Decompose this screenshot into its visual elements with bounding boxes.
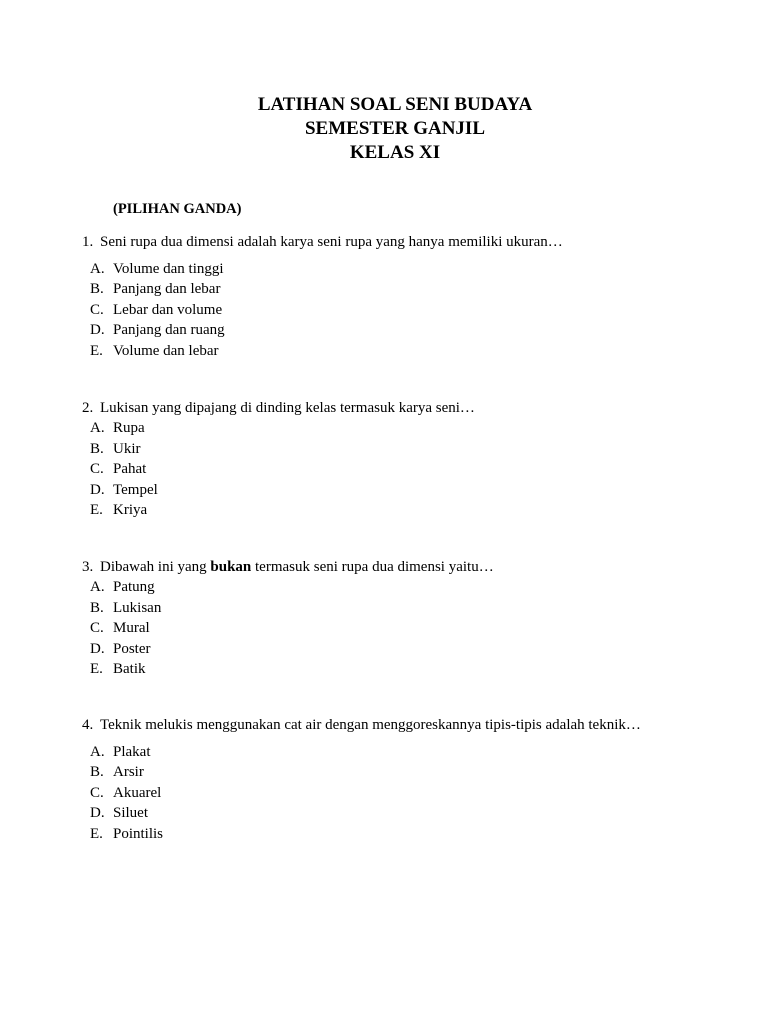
option-text: Batik — [113, 661, 146, 677]
options-list-4 — [90, 742, 163, 845]
option-d — [90, 320, 225, 341]
option-text: Plakat — [113, 743, 151, 760]
option-d — [90, 480, 158, 501]
question-3 — [82, 557, 494, 577]
option-text: Panjang dan lebar — [113, 281, 221, 297]
question-1 — [82, 232, 563, 252]
option-letter: B. — [90, 764, 104, 780]
option-c — [90, 300, 225, 321]
option-d — [90, 803, 163, 824]
option-letter: B. — [90, 599, 104, 616]
option-d — [90, 639, 161, 660]
option-letter: A. — [90, 579, 105, 595]
option-text: Pointilis — [113, 825, 164, 842]
document-title — [100, 93, 690, 165]
option-a — [90, 577, 161, 598]
option-a — [90, 259, 225, 280]
option-c — [90, 783, 163, 804]
option-e — [90, 341, 225, 362]
option-a — [90, 742, 163, 763]
section-heading: (PILIHAN GANDA) — [113, 201, 242, 217]
option-letter: D. — [90, 322, 105, 338]
option-text: Ukir — [113, 440, 141, 457]
option-text: Mural — [113, 620, 150, 636]
option-letter: C. — [90, 784, 104, 801]
option-text: Siluet — [113, 805, 149, 821]
option-letter: A. — [90, 420, 105, 436]
option-letter: A. — [90, 743, 105, 760]
question-number: 2. — [82, 400, 94, 416]
question-2 — [82, 398, 475, 418]
option-letter: D. — [90, 805, 105, 821]
option-letter: C. — [90, 301, 104, 318]
option-letter: E. — [90, 342, 103, 359]
option-b — [90, 439, 158, 460]
question-text: Seni rupa dua dimensi adalah karya seni rupa yang hanya memiliki ukuran… — [100, 234, 563, 250]
option-letter: E. — [90, 502, 103, 518]
question-text-before: Dibawah ini yang — [100, 559, 211, 575]
option-b — [90, 598, 161, 619]
title-line-3: KELAS XI — [349, 142, 441, 163]
option-text: Panjang dan ruang — [113, 322, 225, 338]
option-b — [90, 762, 163, 783]
question-text — [100, 559, 494, 575]
option-text: Pahat — [113, 461, 147, 477]
options-list-3 — [90, 577, 161, 680]
option-text: Rupa — [113, 420, 145, 436]
question-number: 4. — [82, 717, 94, 733]
option-text: Lukisan — [113, 599, 162, 616]
option-text: Arsir — [113, 764, 144, 780]
title-line-1: LATIHAN SOAL SENI BUDAYA — [257, 94, 533, 115]
option-text: Patung — [113, 579, 155, 595]
option-letter: E. — [90, 661, 103, 677]
option-text: Poster — [113, 640, 151, 657]
question-number: 1. — [82, 234, 94, 250]
options-list-1 — [90, 259, 225, 362]
option-text: Tempel — [113, 481, 158, 498]
option-e — [90, 659, 161, 680]
option-a — [90, 418, 158, 439]
option-e — [90, 824, 163, 845]
option-letter: D. — [90, 640, 105, 657]
option-e — [90, 500, 158, 521]
option-letter: B. — [90, 281, 104, 297]
option-text: Akuarel — [113, 784, 162, 801]
question-text-emphasis: bukan — [210, 559, 252, 575]
question-number: 3. — [82, 559, 94, 575]
option-b — [90, 279, 225, 300]
option-letter: C. — [90, 620, 104, 636]
question-4 — [82, 715, 641, 735]
option-letter: A. — [90, 260, 105, 277]
option-text: Lebar dan volume — [113, 301, 223, 318]
option-text: Volume dan lebar — [113, 342, 219, 359]
options-list-2 — [90, 418, 158, 521]
question-text-after: termasuk seni rupa dua dimensi yaitu… — [251, 559, 494, 575]
question-text: Lukisan yang dipajang di dinding kelas termasuk karya seni… — [100, 400, 475, 416]
option-letter: B. — [90, 440, 104, 457]
option-letter: D. — [90, 481, 105, 498]
option-c — [90, 618, 161, 639]
option-text: Volume dan tinggi — [113, 260, 224, 277]
option-letter: C. — [90, 461, 104, 477]
title-line-2: SEMESTER GANJIL — [304, 118, 486, 139]
option-text: Kriya — [113, 502, 148, 518]
option-c — [90, 459, 158, 480]
question-text: Teknik melukis menggunakan cat air dengan menggoreskannya tipis-tipis adalah teknik… — [100, 717, 641, 733]
option-letter: E. — [90, 825, 103, 842]
